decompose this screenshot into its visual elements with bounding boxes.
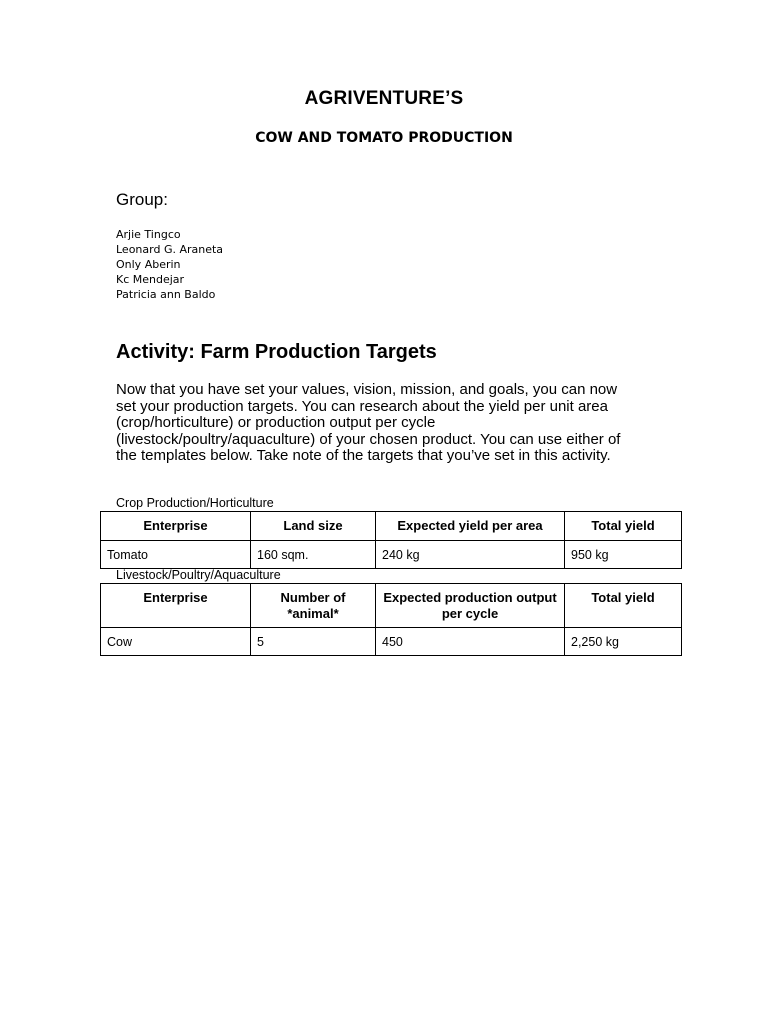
paragraph-line: Now that you have set your values, vision, mission, and goals, you can now <box>116 381 618 398</box>
table-row <box>101 628 682 656</box>
group-members-list <box>116 227 223 302</box>
crop-production-table <box>100 511 682 569</box>
cell-total-yield: 2,250 kg <box>565 628 682 656</box>
group-member: Arjie Tingco <box>116 228 181 241</box>
activity-heading: Activity: Farm Production Targets <box>116 341 437 363</box>
paragraph-line: (livestock/poultry/aquaculture) of your chosen product. You can use either of <box>116 430 621 448</box>
activity-paragraph <box>116 382 656 465</box>
crop-table-caption: Crop Production/Horticulture <box>116 496 274 510</box>
cell-total-yield: 950 kg <box>565 541 682 569</box>
document-subtitle: COW AND TOMATO PRODUCTION <box>255 130 513 146</box>
livestock-production-table <box>100 583 682 656</box>
group-member: Kc Mendejar <box>116 273 185 286</box>
cell-enterprise: Tomato <box>101 541 251 569</box>
table-header-row <box>101 584 682 628</box>
header-total-yield: Total yield <box>565 584 682 628</box>
group-member: Leonard G. Araneta <box>116 243 224 256</box>
header-number-of-animal: Number of *animal* <box>251 584 376 628</box>
header-land-size: Land size <box>251 512 376 541</box>
table-header-row <box>101 512 682 541</box>
group-member: Only Aberin <box>116 258 181 271</box>
cell-number: 5 <box>251 628 376 656</box>
paragraph-line: the templates below. Take note of the targets that you’ve set in this activity. <box>116 447 611 464</box>
document-title: AGRIVENTURE’S <box>304 88 464 109</box>
group-label: Group: <box>116 190 168 209</box>
cell-expected-yield: 240 kg <box>376 541 565 569</box>
cell-expected-output: 450 <box>376 628 565 656</box>
header-enterprise: Enterprise <box>101 584 251 628</box>
header-expected-yield: Expected yield per area <box>376 512 565 541</box>
cell-land-size: 160 sqm. <box>251 541 376 569</box>
paragraph-line: set your production targets. You can research about the yield per unit area <box>116 397 608 415</box>
group-member: Patricia ann Baldo <box>116 288 216 301</box>
paragraph-line: (crop/horticulture) or production output per cycle <box>116 414 436 431</box>
header-expected-output: Expected production output per cycle <box>376 584 565 628</box>
table-row <box>101 541 682 569</box>
livestock-table-caption: Livestock/Poultry/Aquaculture <box>116 568 281 582</box>
header-enterprise: Enterprise <box>101 512 251 541</box>
cell-enterprise: Cow <box>101 628 251 656</box>
header-total-yield: Total yield <box>565 512 682 541</box>
